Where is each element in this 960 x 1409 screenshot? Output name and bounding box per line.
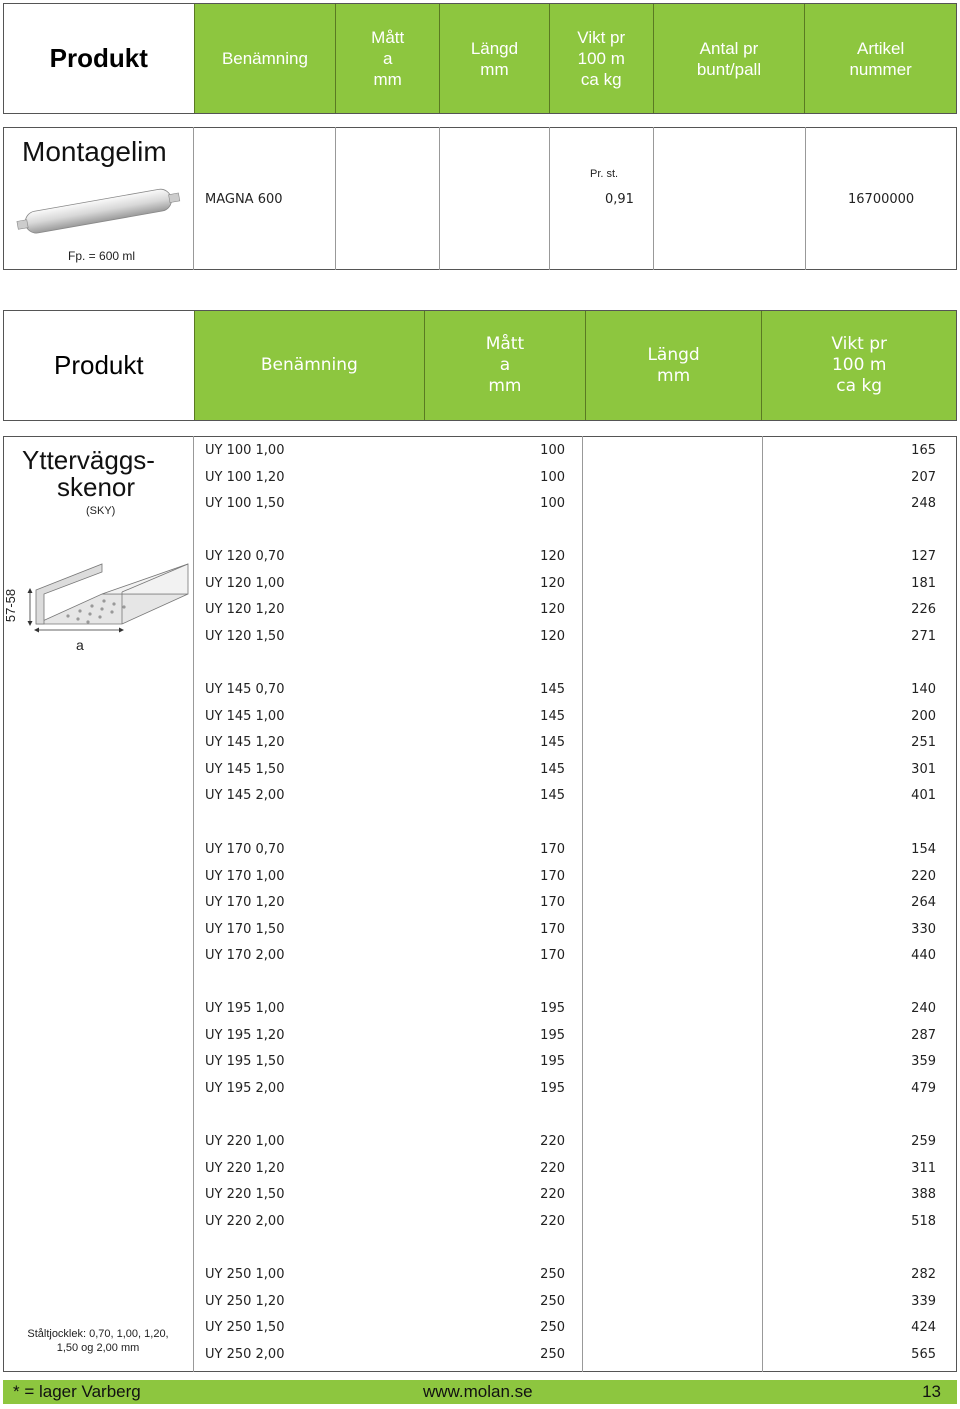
footer-bar	[3, 1380, 957, 1404]
table-row	[0, 1024, 960, 1050]
footer-website[interactable]: www.molan.se	[423, 1382, 533, 1401]
header-langd: Längd mm	[585, 311, 762, 420]
row-matt: 250	[540, 1346, 565, 1362]
row-vikt: 200	[911, 708, 936, 724]
row-matt: 170	[540, 868, 565, 884]
divider	[335, 127, 336, 270]
row-benamning: UY 170 1,20	[205, 895, 285, 911]
row-matt: 145	[540, 735, 565, 751]
table2-header	[3, 310, 957, 421]
row-benamning: UY 170 0,70	[205, 842, 285, 857]
row-benamning: UY 120 0,70	[205, 549, 285, 564]
row-benamning: UY 250 1,20	[205, 1293, 285, 1309]
row-matt: 145	[540, 788, 565, 804]
row-matt: 250	[540, 1320, 565, 1336]
row-vikt: 251	[911, 735, 936, 751]
row-benamning: UY 145 1,20	[205, 735, 285, 751]
row-matt: 120	[540, 575, 565, 591]
row-vikt: 226	[911, 602, 936, 618]
package-note: Fp. = 600 ml	[68, 249, 136, 263]
row-matt: 250	[540, 1267, 565, 1282]
row-vikt: 248	[911, 496, 936, 512]
row-vikt: 388	[911, 1187, 936, 1203]
row-benamning: UY 145 2,00	[205, 788, 285, 804]
table-row	[0, 1157, 960, 1183]
table-row	[0, 1290, 960, 1316]
row-benamning: UY 145 1,50	[205, 761, 285, 777]
table-row	[0, 1263, 960, 1289]
row-vikt: 264	[911, 895, 936, 911]
row-benamning: UY 120 1,00	[205, 575, 285, 591]
row-matt: 195	[540, 1027, 565, 1043]
table-row	[0, 545, 960, 571]
table-row	[0, 625, 960, 651]
row-vikt: 401	[911, 788, 936, 804]
row-benamning: UY 120 1,50	[205, 628, 285, 644]
row-vikt: 140	[911, 682, 936, 697]
row-benamning: UY 170 1,00	[205, 868, 285, 884]
row-vikt: 565	[911, 1346, 936, 1362]
table-row	[0, 678, 960, 704]
table-row	[0, 784, 960, 810]
row-vikt: 181	[911, 575, 936, 591]
table-row	[0, 1343, 960, 1369]
ytterväggsskenor-title-2: skenor	[57, 472, 136, 502]
row-matt: 195	[540, 1001, 565, 1016]
table-row	[0, 466, 960, 492]
row-matt: 120	[540, 628, 565, 644]
row-benamning: UY 220 1,20	[205, 1160, 285, 1176]
row-vikt: 479	[911, 1080, 936, 1096]
magna-name: MAGNA 600	[205, 192, 283, 207]
header-vikt: Vikt pr 100 m ca kg	[761, 311, 956, 420]
row-vikt: 271	[911, 628, 936, 644]
row-vikt: 240	[911, 1001, 936, 1016]
table-row	[0, 918, 960, 944]
table-row	[0, 572, 960, 598]
table-row	[0, 731, 960, 757]
table-row	[0, 1210, 960, 1236]
header-matt: Mått a mm	[424, 311, 585, 420]
row-matt: 145	[540, 682, 565, 697]
row-matt: 220	[540, 1160, 565, 1176]
row-benamning: UY 120 1,20	[205, 602, 285, 618]
width-label: a	[76, 637, 84, 653]
magna-artikel: 16700000	[848, 192, 915, 207]
header-artikel: Artikel nummer	[804, 4, 956, 113]
row-vikt: 154	[911, 842, 936, 857]
row-vikt: 359	[911, 1054, 936, 1070]
row-benamning: UY 170 2,00	[205, 948, 285, 964]
table-row	[0, 891, 960, 917]
montagelim-title: Montagelim	[22, 136, 167, 167]
row-matt: 220	[540, 1213, 565, 1229]
row-benamning: UY 250 1,50	[205, 1320, 285, 1336]
row-benamning: UY 100 1,50	[205, 496, 285, 512]
glue-tube-image	[14, 182, 184, 236]
row-benamning: UY 195 1,00	[205, 1001, 285, 1016]
row-vikt: 282	[911, 1267, 936, 1282]
divider	[549, 127, 550, 270]
row-matt: 100	[540, 443, 565, 458]
row-matt: 195	[540, 1054, 565, 1070]
row-vikt: 207	[911, 469, 936, 485]
product-sub: (SKY)	[86, 505, 116, 517]
row-benamning: UY 220 1,50	[205, 1187, 285, 1203]
row-benamning: UY 195 1,20	[205, 1027, 285, 1043]
unit-label: Pr. st.	[590, 168, 619, 180]
table-row	[0, 1050, 960, 1076]
table-row	[0, 439, 960, 465]
table-row	[0, 705, 960, 731]
row-benamning: UY 195 2,00	[205, 1080, 285, 1096]
header-produkt: Produkt	[4, 4, 194, 113]
row-vikt: 301	[911, 761, 936, 777]
table-row	[0, 997, 960, 1023]
header-produkt: Produkt	[4, 311, 194, 420]
row-vikt: 311	[911, 1160, 936, 1176]
row-vikt: 220	[911, 868, 936, 884]
steel-thickness-note: Ståltjocklek: 0,70, 1,00, 1,20, 1,50 og 2,00 mm	[27, 1328, 169, 1354]
header-benamning: Benämning	[194, 4, 336, 113]
magna-vikt: 0,91	[605, 192, 634, 207]
row-benamning: UY 220 2,00	[205, 1213, 285, 1229]
footer-legend: * = lager Varberg	[13, 1382, 141, 1401]
table-row	[0, 492, 960, 518]
row-vikt: 440	[911, 948, 936, 964]
row-benamning: UY 100 1,20	[205, 469, 285, 485]
row-benamning: UY 145 1,00	[205, 708, 285, 724]
ytterväggsskenor-title-1: Ytterväggs-	[22, 445, 155, 475]
row-benamning: UY 250 2,00	[205, 1346, 285, 1362]
row-matt: 145	[540, 761, 565, 777]
row-matt: 170	[540, 895, 565, 911]
divider	[439, 127, 440, 270]
table-row	[0, 1077, 960, 1103]
row-matt: 120	[540, 549, 565, 564]
row-matt: 100	[540, 469, 565, 485]
table-row	[0, 758, 960, 784]
row-benamning: UY 100 1,00	[205, 443, 285, 458]
header-vikt: Vikt pr 100 m ca kg	[549, 4, 653, 113]
header-langd: Längd mm	[439, 4, 549, 113]
table-row	[0, 598, 960, 624]
table-row	[0, 865, 960, 891]
row-benamning: UY 250 1,00	[205, 1267, 285, 1282]
row-vikt: 287	[911, 1027, 936, 1043]
table-row	[0, 838, 960, 864]
row-benamning: UY 195 1,50	[205, 1054, 285, 1070]
row-matt: 195	[540, 1080, 565, 1096]
height-label: 57-58	[3, 588, 19, 623]
row-matt: 120	[540, 602, 565, 618]
row-matt: 220	[540, 1187, 565, 1203]
row-matt: 170	[540, 921, 565, 937]
divider	[805, 127, 806, 270]
row-vikt: 259	[911, 1134, 936, 1149]
row-matt: 170	[540, 948, 565, 964]
row-benamning: UY 220 1,00	[205, 1134, 285, 1149]
row-matt: 100	[540, 496, 565, 512]
page-number: 13	[922, 1382, 941, 1401]
row-vikt: 339	[911, 1293, 936, 1309]
header-benamning: Benämning	[194, 311, 425, 420]
table-row	[0, 944, 960, 970]
row-vikt: 165	[911, 443, 936, 458]
row-vikt: 330	[911, 921, 936, 937]
row-benamning: UY 170 1,50	[205, 921, 285, 937]
header-antal: Antal pr bunt/pall	[653, 4, 805, 113]
row-matt: 145	[540, 708, 565, 724]
row-benamning: UY 145 0,70	[205, 682, 285, 697]
row-matt: 250	[540, 1293, 565, 1309]
table-row	[0, 1316, 960, 1342]
table-row	[0, 1183, 960, 1209]
row-matt: 170	[540, 842, 565, 857]
header-matt: Mått a mm	[335, 4, 439, 113]
divider	[193, 127, 194, 270]
divider	[653, 127, 654, 270]
row-vikt: 127	[911, 549, 936, 564]
row-vikt: 424	[911, 1320, 936, 1336]
row-vikt: 518	[911, 1213, 936, 1229]
table-row	[0, 1130, 960, 1156]
table1-header	[3, 3, 957, 114]
row-matt: 220	[540, 1134, 565, 1149]
